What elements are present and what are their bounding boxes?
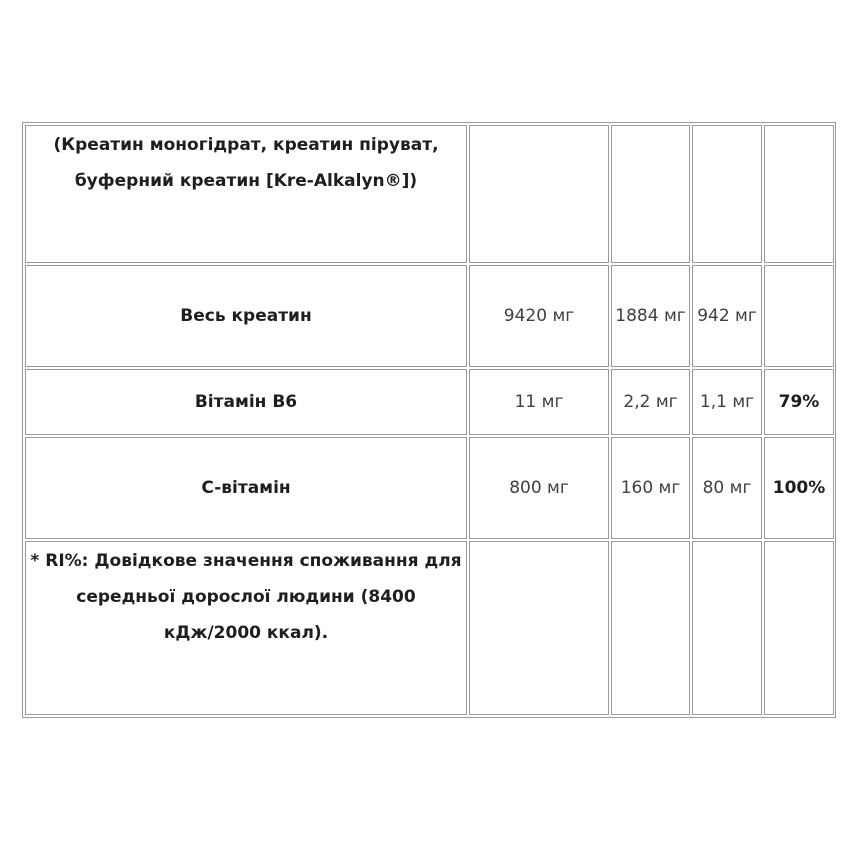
ri-percent-cell [764,541,834,715]
table-row-vitamin-b6 [25,369,834,435]
nutrition-table-container [22,122,836,718]
table-row-creatine-forms [25,125,834,263]
total-amount-cell: 800 мг [469,437,609,539]
portion-a-cell [611,541,690,715]
total-amount-cell [469,541,609,715]
portion-a-cell: 1884 мг [611,265,690,367]
table-row-vitamin-c [25,437,834,539]
total-amount-cell [469,125,609,263]
ri-percent-cell: 79% [764,369,834,435]
portion-a-cell: 160 мг [611,437,690,539]
ri-percent-cell: 100% [764,437,834,539]
row-label: C-вітамін [25,437,467,539]
total-amount-cell: 11 мг [469,369,609,435]
portion-b-cell [692,541,762,715]
row-label: Вітамін B6 [25,369,467,435]
row-label: (Креатин моногідрат, креатин піруват, буферний креатин [Kre-Alkalyn®]) [25,125,467,263]
nutrition-table [23,123,836,717]
ri-percent-cell [764,265,834,367]
portion-b-cell: 80 мг [692,437,762,539]
row-label: * RI%: Довідкове значення споживання для середньої дорослої людини (8400 кДж/2000 ккал). [25,541,467,715]
total-amount-cell: 9420 мг [469,265,609,367]
table-row-total-creatine [25,265,834,367]
table-row-ri-footnote [25,541,834,715]
portion-b-cell [692,125,762,263]
portion-a-cell [611,125,690,263]
portion-b-cell: 1,1 мг [692,369,762,435]
row-label: Весь креатин [25,265,467,367]
ri-percent-cell [764,125,834,263]
portion-b-cell: 942 мг [692,265,762,367]
portion-a-cell: 2,2 мг [611,369,690,435]
